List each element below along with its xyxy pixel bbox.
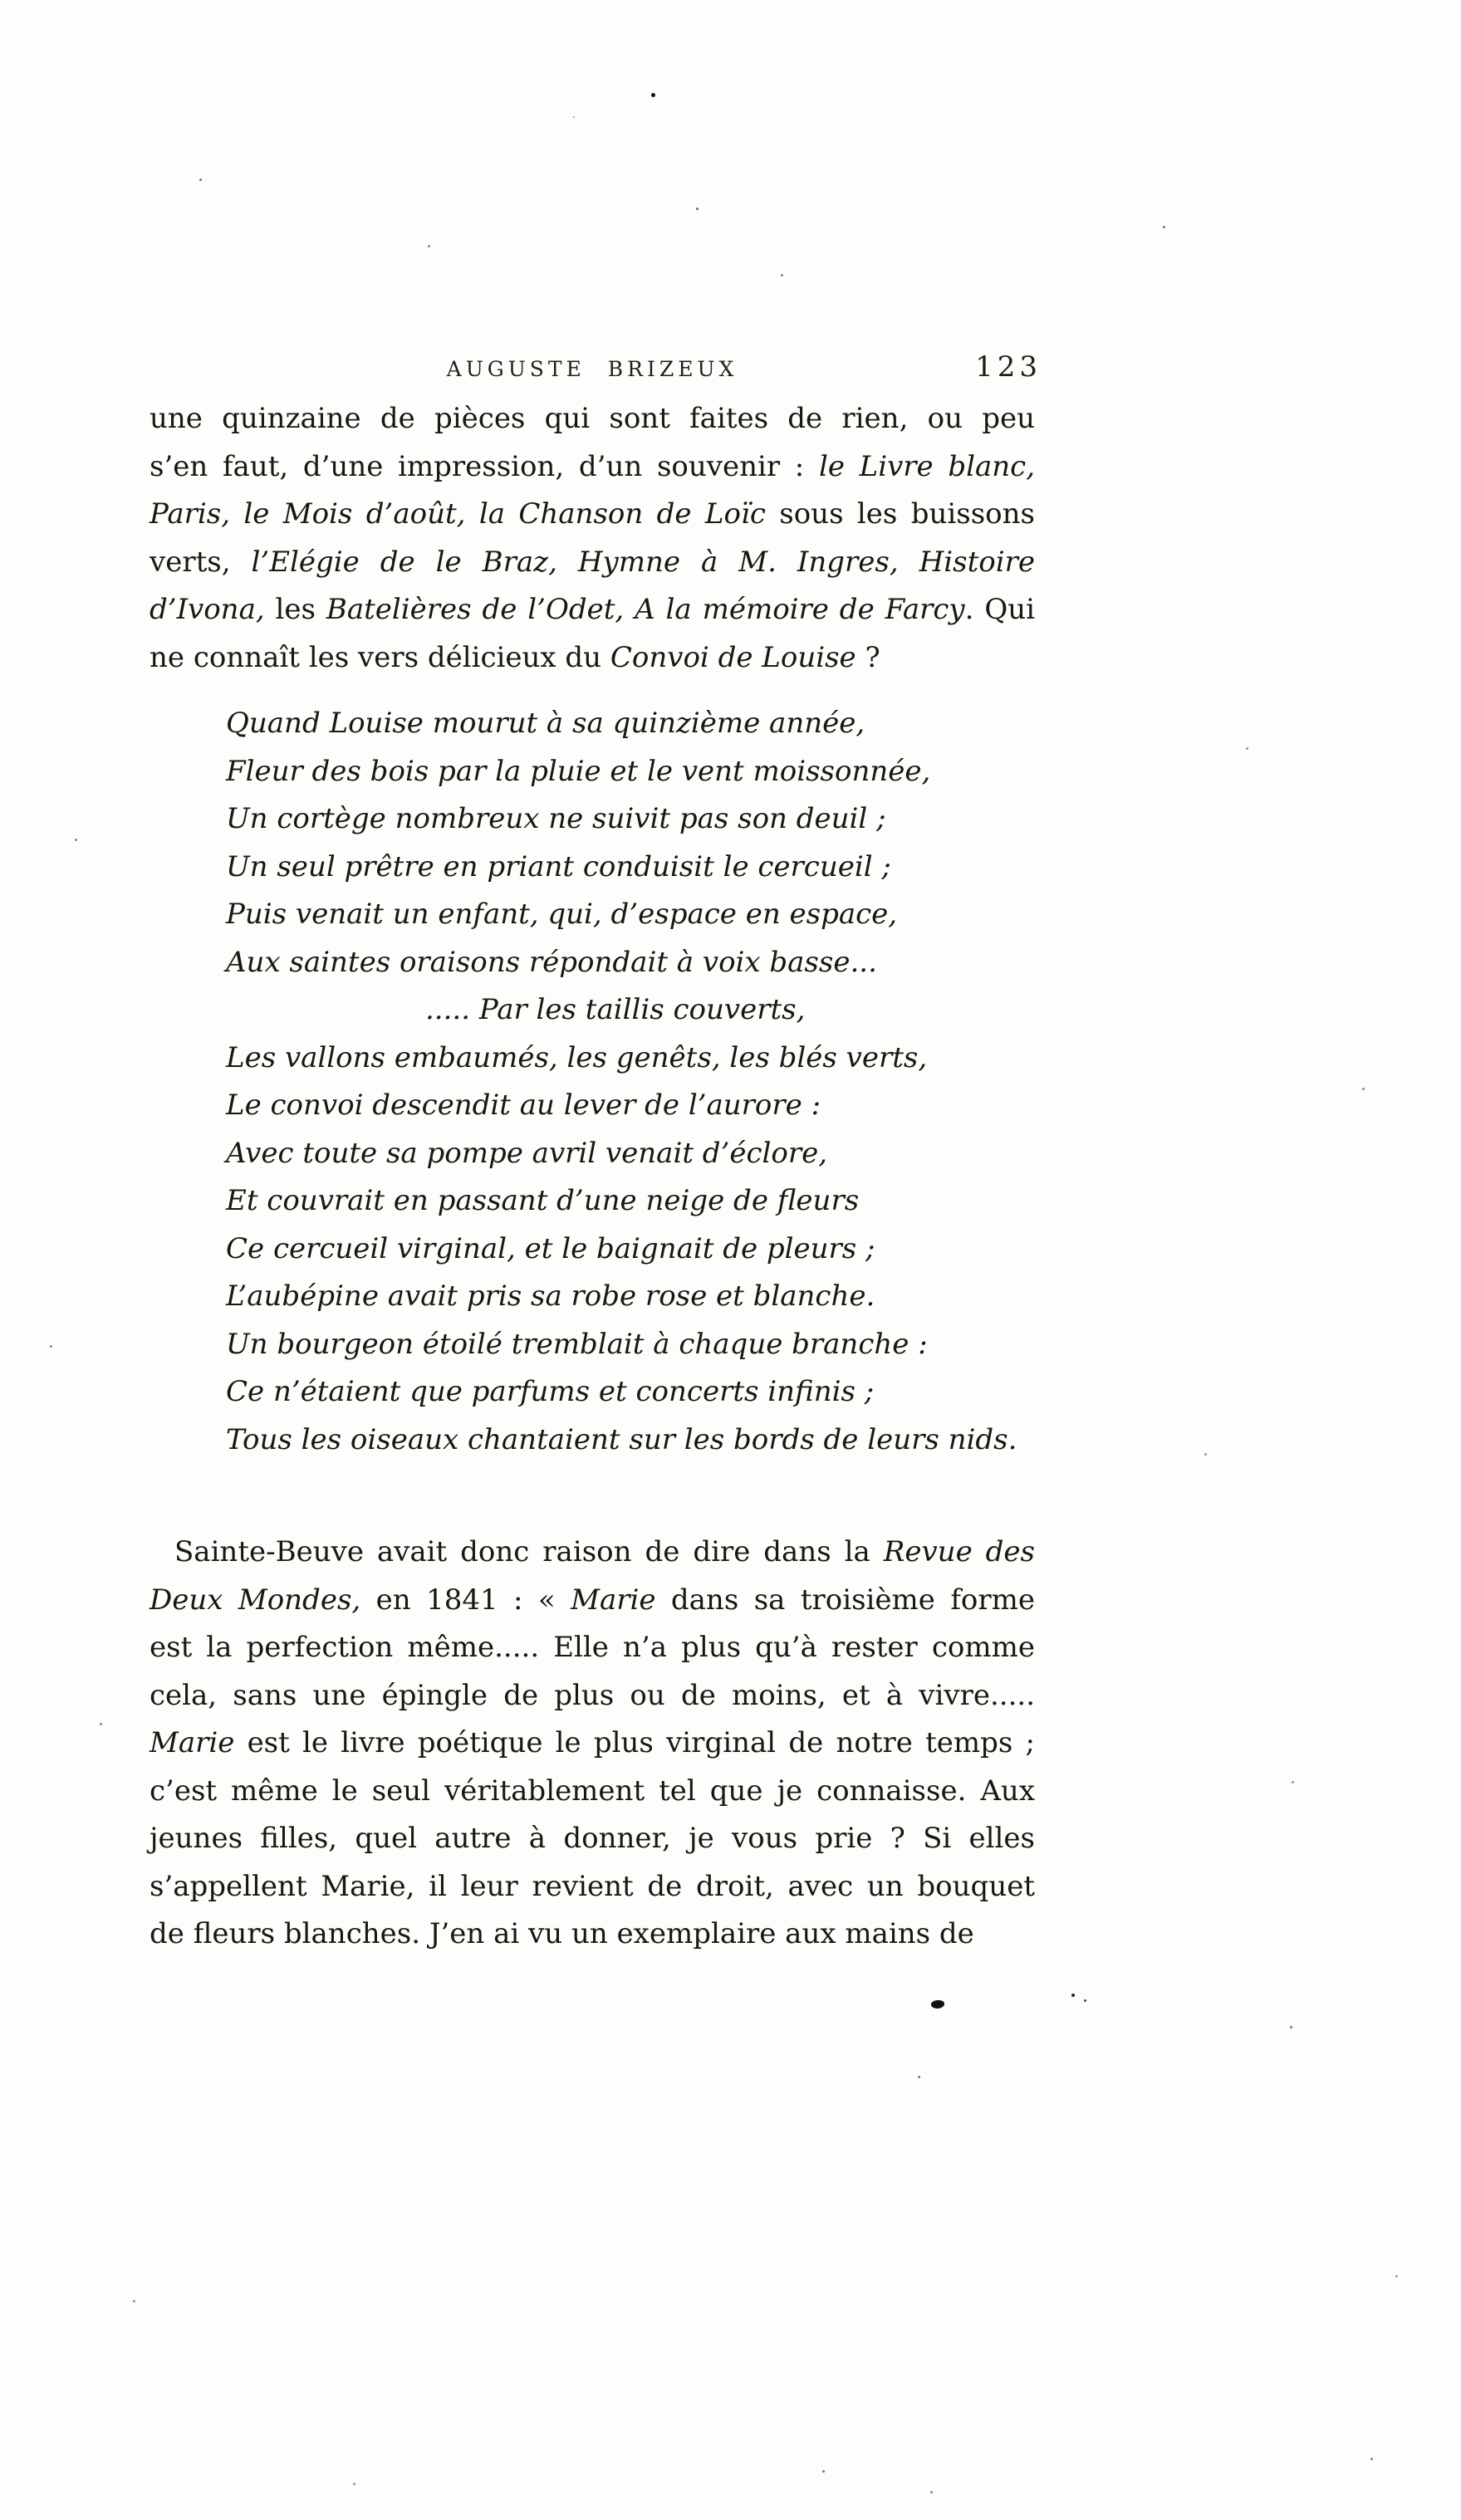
scan-speck — [353, 2483, 355, 2485]
verse-line — [226, 939, 1035, 987]
italic-segment: Batelières de l’Odet, A la mémoire de Farcy — [326, 593, 965, 626]
italic-segment: Revue des — [883, 1535, 1035, 1568]
italic-segment: d’Ivona, — [150, 593, 265, 626]
text-line — [150, 1815, 1035, 1863]
text-line — [150, 395, 1035, 443]
text-segment: s’appellent Marie, il leur revient de droit, avec un bouquet — [150, 1869, 1035, 1903]
italic-segment: Paris, le Mois d’août, la Chanson de Loïc — [150, 497, 766, 531]
text-line — [150, 634, 1035, 683]
scan-speck — [781, 274, 783, 276]
text-segment: c’est même le seul véritablement tel que je connaisse. Aux — [150, 1774, 1035, 1808]
italic-segment: Les vallons embaumés, les genêts, les blés verts, — [226, 1040, 928, 1074]
italic-segment: L’aubépine avait pris sa robe rose et blanche. — [226, 1280, 875, 1313]
italic-segment: Deux Mondes, — [150, 1583, 361, 1617]
italic-segment: Un bourgeon étoilé tremblait à chaque branche : — [226, 1327, 928, 1361]
scan-speck — [822, 2470, 825, 2473]
scan-speck — [1395, 2275, 1398, 2278]
text-segment: . Qui — [964, 593, 1035, 626]
text-line — [150, 1624, 1035, 1672]
text-segment: est la perfection même..... Elle n’a plus qu’à rester comme — [150, 1631, 1035, 1664]
scan-speck — [1362, 1088, 1365, 1090]
scan-speck — [651, 93, 655, 97]
text-line — [150, 1577, 1035, 1625]
verse-line — [226, 1226, 1035, 1274]
scan-speck — [1071, 1994, 1075, 1997]
italic-segment: Un seul prêtre en priant conduisit le cercueil ; — [226, 849, 891, 883]
italic-segment: Le convoi descendit au lever de l’aurore : — [226, 1089, 821, 1122]
text-segment: verts, — [150, 545, 252, 579]
text-line — [150, 586, 1035, 634]
scan-speck — [428, 245, 430, 247]
scan-speck — [199, 179, 202, 181]
text-line — [150, 491, 1035, 539]
scan-speck — [1246, 747, 1248, 750]
italic-segment: ..... Par les taillis couverts, — [425, 993, 806, 1026]
scan-speck — [918, 2076, 920, 2078]
italic-segment: Ce n’étaient que parfums et concerts infinis ; — [226, 1375, 875, 1408]
scan-speck — [100, 1723, 102, 1725]
verse-line — [226, 891, 1035, 939]
text-segment: dans sa troisième forme — [655, 1583, 1035, 1617]
scan-speck — [573, 116, 575, 118]
verse-line — [226, 795, 1035, 844]
verse-line — [226, 748, 1035, 796]
verse-line — [226, 1177, 1035, 1226]
verse-convoi-de-louise — [226, 700, 1035, 1464]
running-header — [150, 350, 1042, 395]
scan-speck — [1370, 2458, 1373, 2460]
text-line — [150, 1720, 1035, 1768]
text-column — [150, 350, 1042, 1959]
text-segment: ? — [856, 640, 880, 674]
italic-segment: le Livre blanc, — [818, 449, 1036, 483]
scan-speck — [1290, 2026, 1292, 2028]
paragraph-sainte-beuve — [150, 1529, 1035, 1959]
verse-line — [226, 1130, 1035, 1178]
ink-blot — [931, 2000, 944, 2009]
page-body — [150, 395, 1035, 1959]
text-line — [150, 443, 1035, 492]
italic-segment: Convoi de Louise — [610, 640, 856, 674]
text-line — [150, 1768, 1035, 1816]
italic-segment: Marie — [150, 1726, 235, 1759]
italic-segment: Quand Louise mourut à sa quinzième année, — [226, 707, 865, 740]
scan-speck — [1292, 1781, 1294, 1784]
scan-speck — [1084, 1999, 1086, 2002]
running-head-title: AUGUSTE BRIZEUX — [446, 357, 738, 381]
text-segment: en 1841 : « — [360, 1583, 571, 1617]
page-number: 123 — [975, 350, 1042, 384]
text-segment: est le livre poétique le plus virginal de notre temps ; — [234, 1726, 1035, 1759]
italic-segment: Fleur des bois par la pluie et le vent moissonnée, — [226, 754, 931, 788]
text-line — [150, 1863, 1035, 1911]
text-segment: s’en faut, d’une impression, d’un souvenir : — [150, 449, 819, 483]
text-segment: de fleurs blanches. J’en ai vu un exemplaire aux mains de — [150, 1917, 974, 1950]
scan-speck — [133, 2300, 135, 2302]
italic-segment: Un cortège nombreux ne suivit pas son deuil ; — [226, 802, 886, 835]
verse-line — [226, 1273, 1035, 1321]
italic-segment: Ce cercueil virginal, et le baignait de pleurs ; — [226, 1231, 875, 1265]
verse-line — [226, 700, 1035, 748]
italic-segment: Marie — [571, 1583, 656, 1617]
italic-segment: Tous les oiseaux chantaient sur les bords de leurs nids. — [226, 1422, 1017, 1456]
verse-line — [226, 1035, 1035, 1083]
verse-line — [226, 844, 1035, 892]
scan-speck — [75, 839, 77, 841]
text-segment: jeunes filles, quel autre à donner, je vous prie ? Si elles — [150, 1822, 1035, 1855]
scan-speck — [1204, 1453, 1207, 1456]
italic-segment: Et couvrait en passant d’une neige de fleurs — [226, 1184, 860, 1217]
paragraph-intro — [150, 395, 1035, 682]
text-segment: une quinzaine de pièces qui sont faites de rien, ou peu — [150, 402, 1035, 435]
verse-line — [226, 1417, 1035, 1465]
text-segment: sous les buissons — [765, 497, 1035, 531]
text-line — [150, 1911, 1035, 1959]
scan-speck — [930, 2491, 933, 2493]
italic-segment: Puis venait un enfant, qui, d’espace en espace, — [226, 898, 898, 931]
text-segment: ne connaît les vers délicieux du — [150, 640, 610, 674]
italic-segment: Avec toute sa pompe avril venait d’éclore, — [226, 1136, 828, 1170]
text-line — [150, 1529, 1035, 1577]
verse-line — [226, 1321, 1035, 1369]
text-segment: cela, sans une épingle de plus ou de moins, et à vivre..... — [150, 1678, 1035, 1712]
scan-speck — [50, 1345, 52, 1348]
scan-speck — [1163, 226, 1165, 228]
italic-segment: l’Elégie de le Braz, Hymne à M. Ingres, Histoire — [251, 545, 1035, 579]
verse-line — [226, 1368, 1035, 1417]
verse-line — [226, 1082, 1035, 1130]
text-line — [150, 539, 1035, 587]
italic-segment: Aux saintes oraisons répondait à voix basse... — [226, 945, 877, 979]
text-line — [150, 1672, 1035, 1720]
text-segment: Sainte-Beuve avait donc raison de dire dans la — [174, 1535, 884, 1568]
text-segment: les — [264, 593, 326, 626]
verse-line — [425, 986, 1035, 1035]
scan-speck — [696, 208, 699, 210]
